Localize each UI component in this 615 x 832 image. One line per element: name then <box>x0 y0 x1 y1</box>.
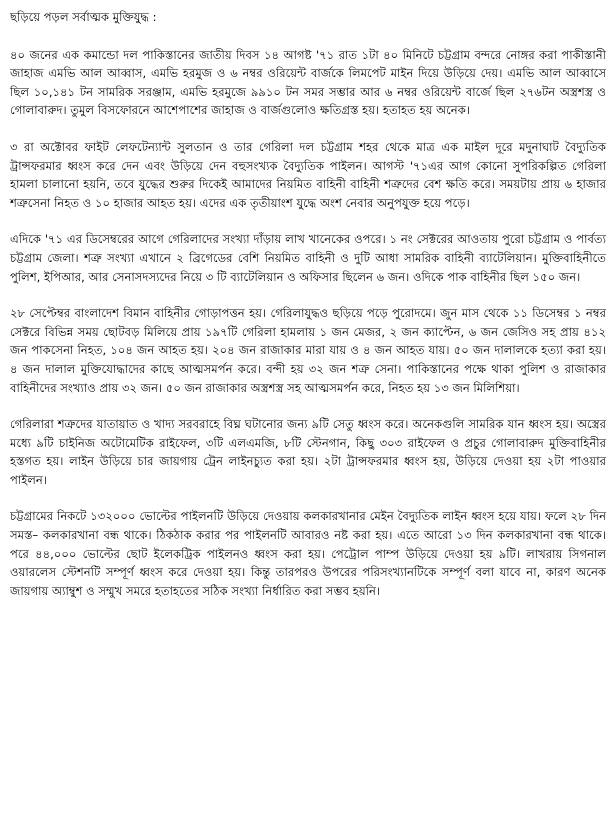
paragraph-madunaghat-transformer: ৩ রা অক্টোবর ফাইট লেফটেন্যান্ট সুলতান ও তার গেরিলা দল চট্টগ্রাম শহর থেকে মাত্র এক মাইল দূরে মদুনাঘাট বৈদ্যুতিক ট্রান্সফরমার ধ্বংস করে দেন এবং উড়িয়ে দেন বহুসংখ্যক বৈদ্যুতিক পাইলন। আগস্ট '৭১এর আগ কোনো সুপরিকল্পিত গেরিলা হামলা চালানো হয়নি, তবে যুদ্ধের শুরুর দিকেই আমাদের নিয়মিত বাহিনী বাহিনী শত্রুদের বেশ ক্ষতি করে। সময়টায় প্রায় ৬ হাজার শত্রুসেনা নিহত ও ১০ হাজার আহত হয়। এদের এক তৃতীয়াংশ যুদ্ধে অংশ নেবার অনুপযুক্ত হয়ে পড়ে। <box>10 139 606 210</box>
paragraph-power-infrastructure: চট্টগ্রামের নিকটে ১৩২০০০ ভোল্টের পাইলনটি উড়িয়ে দেওয়ায় কলকারখানার মেইন বৈদ্যুতিক লাইন ধ্বংস হয়ে যায়। ফলে ২৮ দিন সমস্ত– কলকারখানা বন্ধ থাকে। ঠিকঠাক করার পর পাইলনটি আবারও নষ্ট করা হয়। এতে আরো ১৩ দিন কলকারখানা বন্ধ থাকে। পরে ৪৪,০০০ ভোল্টের ছোট ইলেকট্রিক পাইলনও ধ্বংস করা হয়। পেট্রোল পাম্প উড়িয়ে দেওয়া হয় ৯টি। লাখরায় সিগনাল ওয়ারলেস স্টেশনটি সম্পূর্ণ ধ্বংস করে দেওয়া হয়। কিন্তু তারপরও উপরের পরিসংখ্যানটিকে সম্পূর্ণ বলা যাবে না, কারণ অনেক জায়গায় অ্যাম্বুশ ও সম্মুখ সমরে হতাহতের সঠিক সংখ্যা নির্ধারিত করা সম্ভব হয়নি। <box>10 509 606 598</box>
paragraph-guerrilla-strength: এদিকে '৭১ এর ডিসেম্বরের আগে গেরিলাদের সংখ্যা দাঁড়ায় লাখ খানেকের ওপরে। ১ নং সেক্টরের আওতায় পুরো চট্টগ্রাম ও পার্বত্য চট্টগ্রাম জেলা। শত্রু সংখ্যা এখানে ২ ব্রিগেডের বেশি নিয়মিত বাহিনী ও দুটি আধা সামরিক বাহিনী ব্যাটেলিয়ান। মুক্তিবাহিনীতে পুলিশ, ইপিআর, আর সেনাসদস্যদের নিয়ে ৩ টি ব্যাটেলিয়ান ও অফিসার ছিলেন ৬ জন। ওদিকে পাক বাহিনীর ছিল ১৫০ জন। <box>10 232 606 284</box>
document-title: ছড়িয়ে পড়ল সর্বাত্মক মুক্তিযুদ্ধ : <box>10 10 157 24</box>
paragraph-bridges-and-weapons: গেরিলারা শত্রুদের যাতায়াত ও খাদ্য সরবরাহে বিঘ্ন ঘটানোর জন্য ৯টি সেতু ধ্বংস করে। অনেকগুলি সামরিক যান ধ্বংস হয়। অস্ত্রের মধ্যে ৯টি চাইনিজ অটোমেটিক রাইফেল, ৩টি এলএমজি, ৮টি স্টেনগান, কিছু ৩০৩ রাইফেল ও প্রচুর গোলাবারুদ মুক্তিবাহিনীর হস্তগত হয়। লাইন উড়িয়ে চার জায়গায় ট্রেন লাইনচ্যুত করা হয়। ২টা ট্রান্সফরমার ধ্বংস হয়, উড়িয়ে দেওয়া হয় ২টা পাওয়ার পাইলন। <box>10 417 606 487</box>
paragraph-sector-one-casualties: ২৮ সেপ্টেম্বর বাংলাদেশ বিমান বাহিনীর গোড়াপত্তন হয়। গেরিলাযুদ্ধও ছড়িয়ে পড়ে পুরোদমে। জুন মাস থেকে ১১ ডিসেম্বর ১ নম্বর সেক্টরে বিভিন্ন সময় ছোটবড় মিলিয়ে প্রায় ১৯৭টি গেরিলা হামলায় ১ জন মেজর, ২ জন ক্যাপ্টেন, ৬ জন জেসিও সহ প্রায় ৪১২ জন পাকসেনা নিহত, ১০৪ জন আহত হয়। ২০৪ জন রাজাকার মারা যায় ও ৪ জন আহত যায়। ৫০ জন দালালকে হত্যা করা হয়। ৪ জন দালাল মুক্তিযোদ্ধাদের কাছে আত্মসমর্পন করে। বন্দী হয় ৩২ জন শত্রু সেনা। পাকিস্তানের পক্ষে থাকা পুলিশ ও রাজাকার বাহিনীদের সংখ্যাও প্রায় ৩২ জন। ৫০ জন রাজাকার অস্ত্রশস্ত্র সহ আত্মসমর্পন করে, নিহত হয় ১৩ জন মিলিশিয়া। <box>10 306 606 395</box>
paragraph-chittagong-port-attack: ৪০ জনের এক কমান্ডো দল পাকিস্তানের জাতীয় দিবস ১৪ আগষ্ট '৭১ রাত ১টা ৪০ মিনিটে চট্টগ্রাম বন্দরে নোঙ্গর করা পাকীস্তানী জাহাজ এমভি আল আব্বাস, এমভি হরমুজ ও ৬ নম্বর ওরিয়েন্ট বার্জকে লিমপেট মাইন দিয়ে উড়িয়ে দেয়। এমভি আল আব্বাসে ছিল ১০,১৪১ টন সামরিক সরঞ্জাম, এমভি হরমুজে ৯৯১০ টন সমর সম্ভার আর ৬ নম্বর ওরিয়েন্ট বার্জে ছিল ২৭৬টন অস্ত্রশস্ত্র ও গোলাবারুদ। তুমুল বিসফোরনে আশেপাশের জাহাজ ও বার্জগুলোও ক্ষতিগ্রস্ত হয়। হতাহত হয় অনেক। <box>10 47 606 118</box>
